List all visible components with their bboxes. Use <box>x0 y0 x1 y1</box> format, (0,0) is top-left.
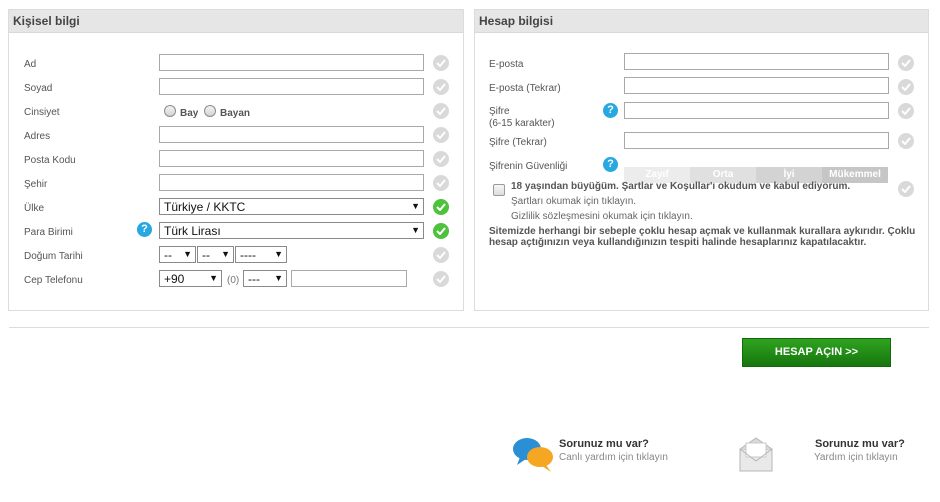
birth-day-select[interactable] <box>159 246 196 263</box>
birth-year-value: ---- <box>240 248 256 262</box>
address-check-icon <box>433 127 449 143</box>
mobile-phone-label: Cep Telefonu <box>24 275 83 286</box>
password-strength-help-icon[interactable]: ? <box>603 157 618 172</box>
city-check-icon <box>433 175 449 191</box>
gender-female-radio[interactable] <box>204 105 216 117</box>
multiple-account-warning: Sitemizde herhangi bir sebeple çoklu hesap açmak ve kullanmak kurallara aykırıdır. Çoklu hesap açtığınızın veya kullandığınızın tespiti halinde hesaplarınız kapatılacaktır. <box>489 226 916 248</box>
envelope-icon <box>737 435 777 475</box>
phone-country-code-value: +90 <box>164 272 185 286</box>
last-name-input[interactable] <box>159 78 424 95</box>
chat-bubbles-icon <box>512 435 556 475</box>
gender-female-label: Bayan <box>220 108 251 119</box>
strength-medium: Orta <box>690 167 756 183</box>
address-input[interactable] <box>159 126 424 143</box>
first-name-check-icon <box>433 55 449 71</box>
open-account-button[interactable]: HESAP AÇIN >> <box>742 338 891 367</box>
currency-check-icon <box>433 223 449 239</box>
postal-code-check-icon <box>433 151 449 167</box>
phone-area-code-select[interactable] <box>243 270 287 287</box>
gender-male-label: Bay <box>180 108 199 119</box>
email-repeat-label: E-posta (Tekrar) <box>489 83 561 94</box>
currency-select[interactable] <box>159 222 424 239</box>
password-repeat-label: Şifre (Tekrar) <box>489 137 547 148</box>
birth-day-value: -- <box>164 248 172 262</box>
currency-select-value: Türk Lirası <box>164 224 221 238</box>
chevron-down-icon: ▼ <box>274 273 283 283</box>
currency-help-icon[interactable]: ? <box>137 222 152 237</box>
city-label: Şehir <box>24 179 48 190</box>
live-help-subtitle: Canlı yardım için tıklayın <box>559 452 668 463</box>
terms-link[interactable]: Şartları okumak için tıklayın. <box>511 196 637 207</box>
chevron-down-icon: ▼ <box>411 201 420 211</box>
personal-info-title: Kişisel bilgi <box>9 10 463 33</box>
phone-number-input[interactable] <box>291 270 407 287</box>
city-input[interactable] <box>159 174 424 191</box>
divider <box>9 327 929 328</box>
terms-text: 18 yaşından büyüğüm. Şartlar ve Koşullar'ı okudum ve kabul ediyorum. <box>511 181 851 192</box>
password-check-icon <box>898 103 914 119</box>
password-input[interactable] <box>624 102 889 119</box>
birth-date-check-icon <box>433 247 449 263</box>
personal-info-panel <box>8 9 464 311</box>
chevron-down-icon: ▼ <box>221 249 230 259</box>
chevron-down-icon: ▼ <box>411 225 420 235</box>
privacy-link[interactable]: Gizlilik sözleşmesini okumak için tıklayın. <box>511 211 693 222</box>
postal-code-input[interactable] <box>159 150 424 167</box>
phone-area-code-value: --- <box>248 272 260 286</box>
mobile-phone-check-icon <box>433 271 449 287</box>
country-label: Ülke <box>24 203 45 214</box>
email-check-icon <box>898 55 914 71</box>
email-input[interactable] <box>624 53 889 70</box>
email-repeat-input[interactable] <box>624 77 889 94</box>
birth-year-select[interactable] <box>235 246 287 263</box>
account-info-panel <box>474 9 929 311</box>
strength-weak: Zayıf <box>624 167 690 183</box>
live-help-link[interactable] <box>512 433 712 473</box>
birth-month-select[interactable] <box>197 246 234 263</box>
birth-month-value: -- <box>202 248 210 262</box>
email-repeat-check-icon <box>898 79 914 95</box>
password-repeat-check-icon <box>898 133 914 149</box>
terms-checkbox[interactable] <box>493 184 505 196</box>
currency-label: Para Birimi <box>24 227 73 238</box>
gender-check-icon <box>433 103 449 119</box>
password-repeat-input[interactable] <box>624 132 889 149</box>
password-help-icon[interactable]: ? <box>603 103 618 118</box>
birth-date-label: Doğum Tarihi <box>24 251 83 262</box>
country-check-icon <box>433 199 449 215</box>
address-label: Adres <box>24 131 51 142</box>
terms-check-icon <box>898 181 914 197</box>
account-info-title: Hesap bilgisi <box>475 10 928 33</box>
live-help-title: Sorunuz mu var? <box>559 438 649 450</box>
chevron-down-icon: ▼ <box>274 249 283 259</box>
phone-area-prefix: (0) <box>227 275 240 286</box>
gender-male-radio[interactable] <box>164 105 176 117</box>
country-select-value: Türkiye / KKTC <box>164 200 246 214</box>
email-help-link[interactable] <box>737 433 927 473</box>
first-name-label: Ad <box>24 59 37 70</box>
first-name-input[interactable] <box>159 54 424 71</box>
email-label: E-posta <box>489 59 524 70</box>
password-label: Şifre <box>489 106 510 117</box>
password-strength-label: Şifrenin Güvenliği <box>489 161 568 172</box>
postal-code-label: Posta Kodu <box>24 155 76 166</box>
email-help-subtitle: Yardım için tıklayın <box>814 452 898 463</box>
last-name-check-icon <box>433 79 449 95</box>
email-help-title: Sorunuz mu var? <box>815 438 905 450</box>
chevron-down-icon: ▼ <box>183 249 192 259</box>
strength-good: İyi <box>756 167 822 183</box>
phone-country-code-select[interactable] <box>159 270 222 287</box>
last-name-label: Soyad <box>24 83 53 94</box>
gender-label: Cinsiyet <box>24 107 60 118</box>
strength-excellent: Mükemmel <box>822 167 888 183</box>
chevron-down-icon: ▼ <box>209 273 218 283</box>
password-hint: (6-15 karakter) <box>489 118 555 129</box>
country-select[interactable] <box>159 198 424 215</box>
